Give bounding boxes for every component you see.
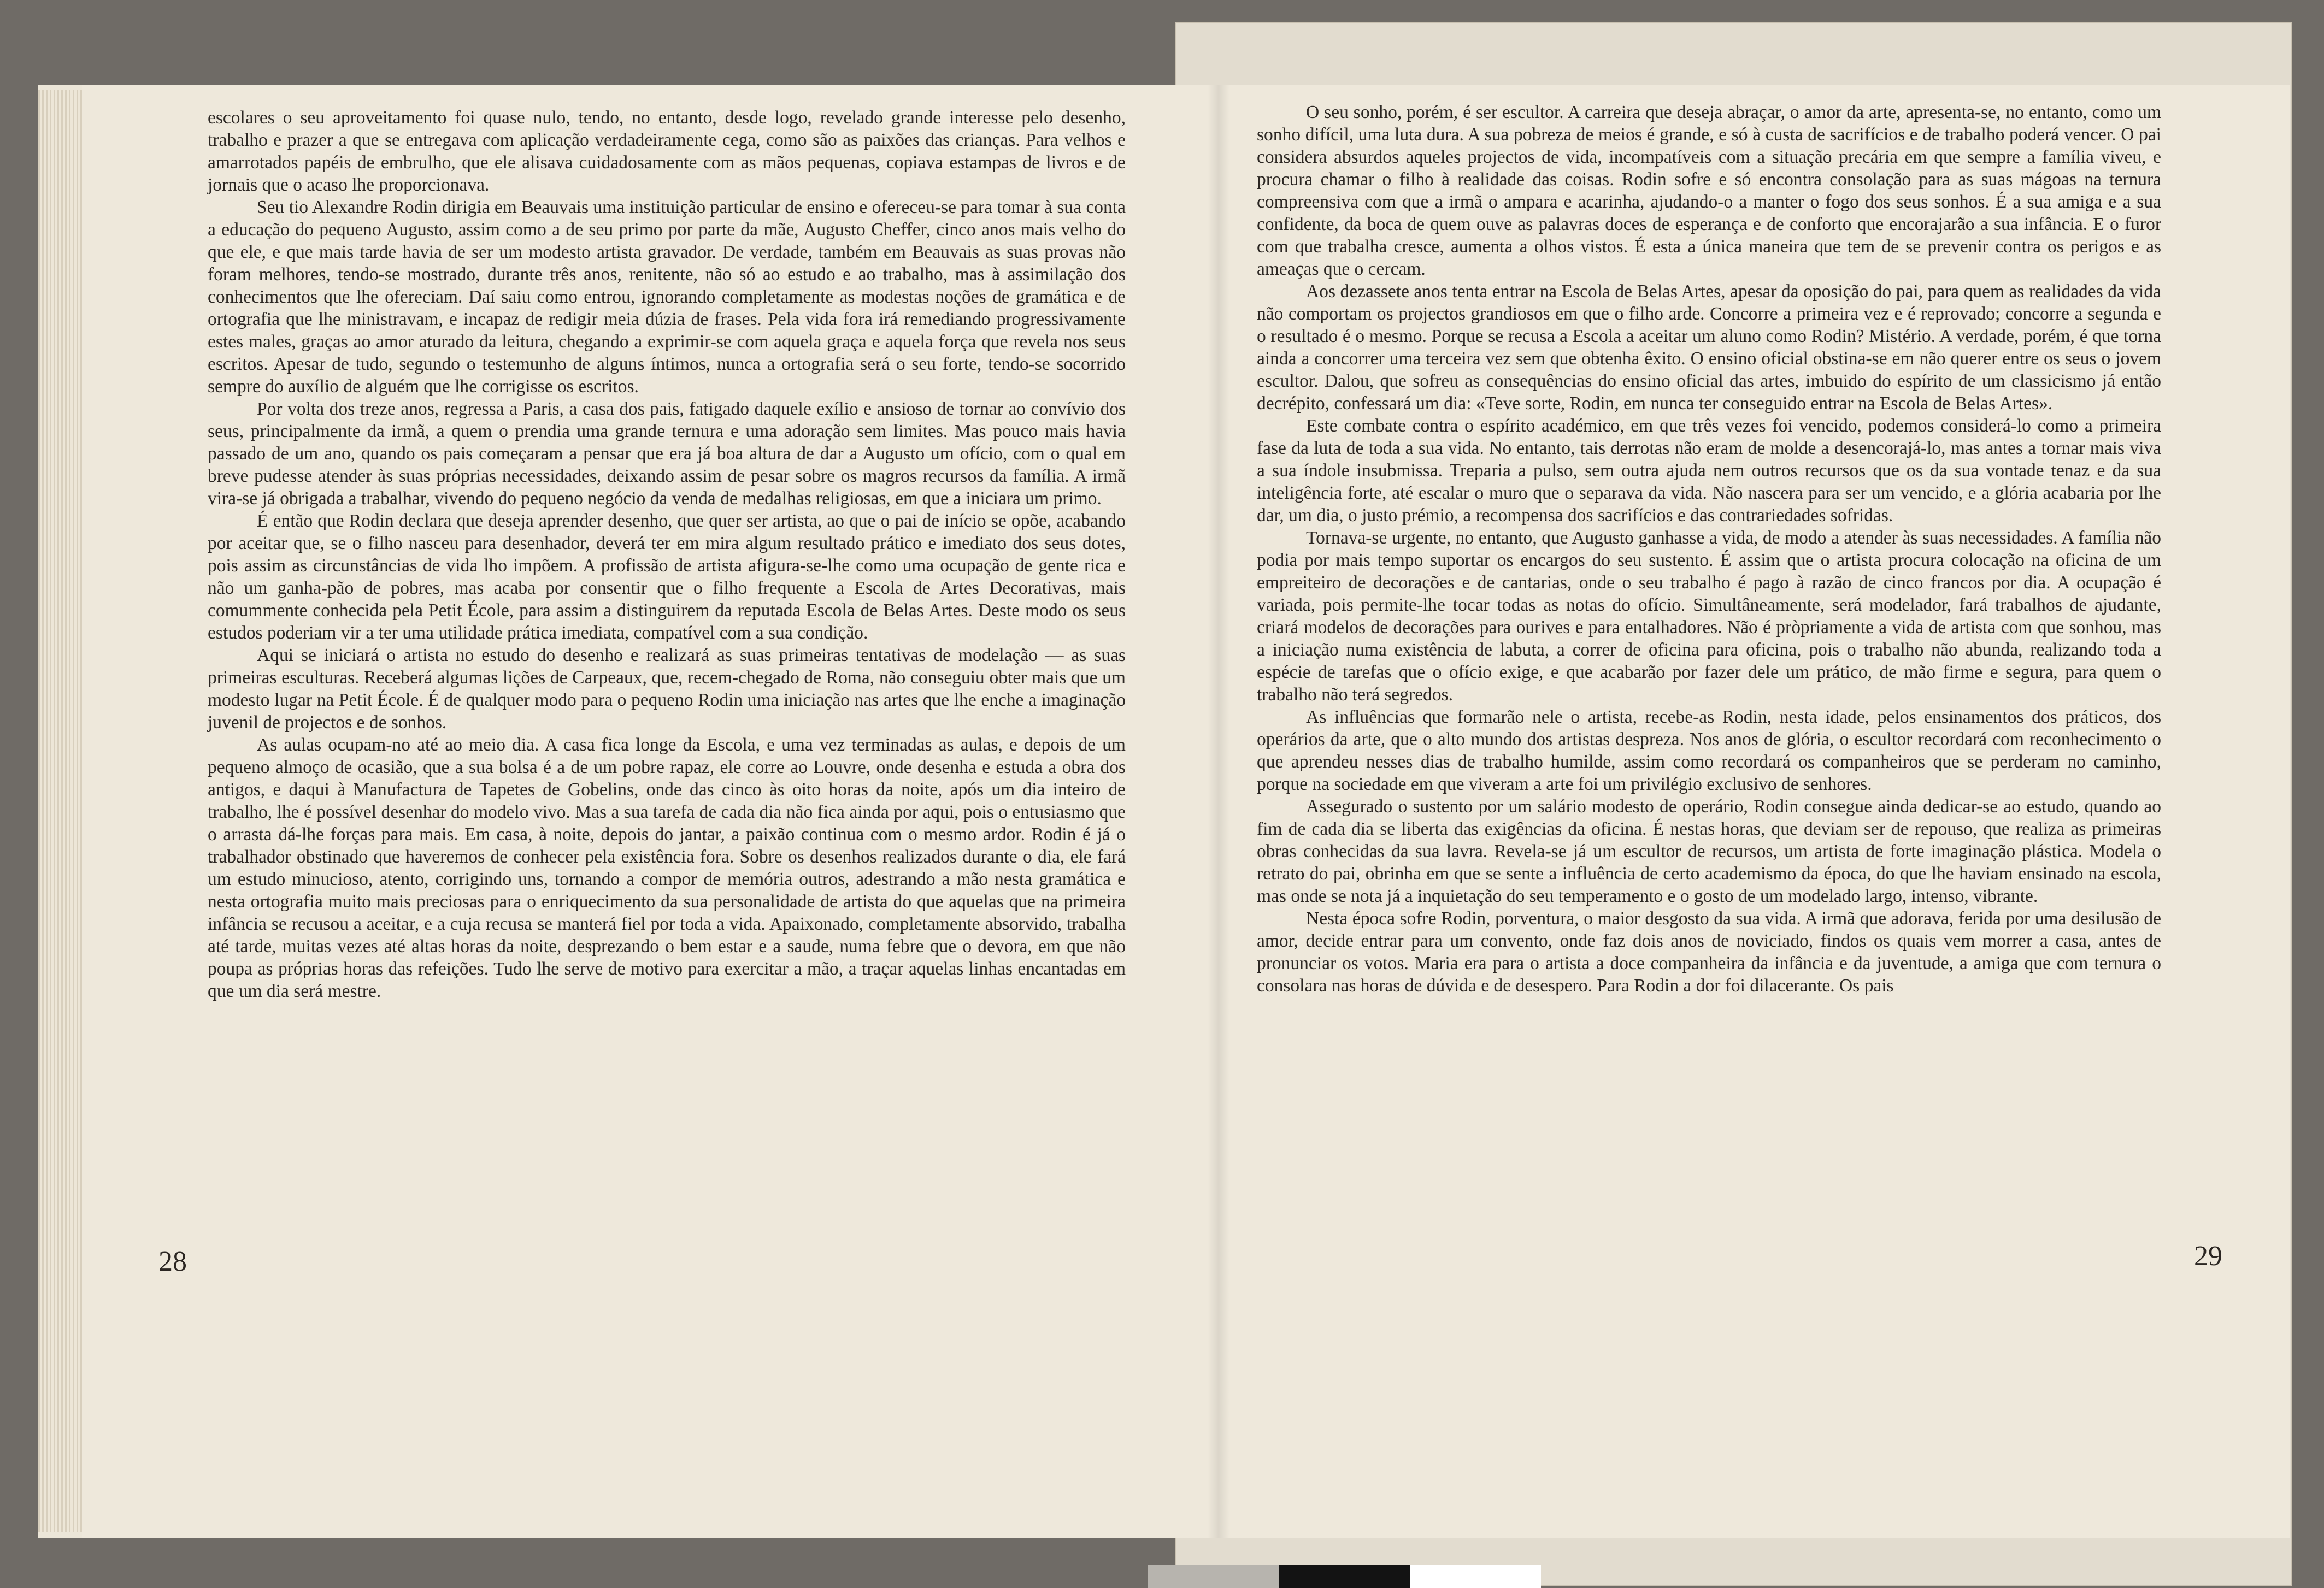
paragraph: O seu sonho, porém, é ser escultor. A carreira que deseja abraçar, o amor da arte, apresenta-se, no entanto, como um sonho difícil, uma luta dura. A sua pobreza de meios é grande, e só à custa de sacrifícios e de trabalho poderá vencer. O pai considera absurdos aqueles projectos de vida, incompatíveis com a situação precária em que sempre a família viveu, e procura chamar o filho à realidade das coisas. Rodin sofre e só encontra consolação para as suas mágoas na ternura compreensiva com que a irmã o ampara e acarinha, ajudando-o a manter o fogo dos seus sonhos. É a sua amiga e a sua confidente, da boca de quem ouve as palavras doces de esperança e de conforto que encorajarão a sua infância. E o furor com que trabalha cresce, aumenta a olhos vistos. É esta a única maneira que tem de se prevenir contra os perigos e as ameaças que o cercam. <box>1257 102 2161 279</box>
paragraph: Por volta dos treze anos, regressa a Paris, a casa dos pais, fatigado daquele exílio e ansioso de tornar ao convívio dos seus, principalmente da irmã, a quem o prendia uma grande ternura e uma adoração sem limites. Mas pouco mais havia passado de um ano, quando os pais começaram a pensar que era já boa altura de dar a Augusto um ofício, com o qual em breve pudesse atender às suas próprias necessidades, deixando assim de pesar sobre os magros recursos da família. A irmã vira-se já obrigada a trabalhar, vivendo do pequeno negócio da venda de medalhas religiosas, em que a iniciara um primo. <box>208 399 1126 509</box>
paragraph: Assegurado o sustento por um salário modesto de operário, Rodin consegue ainda dedicar-se ao estudo, quando ao fim de cada dia se liberta das exigências da oficina. É nestas horas, que deviam ser de repouso, que realiza as primeiras obras conhecidas da sua lavra. Revela-se já um escultor de recursos, um artista de forte imaginação plástica. Modela o retrato do pai, obrinha em que se sente a influência de certo academismo da época, do que lhe haviam ensinado na escola, mas onde se nota já a inquietação do seu temperamento e o gosto de um modelado largo, intenso, vibrante. <box>1257 796 2161 906</box>
paragraph: É então que Rodin declara que deseja aprender desenho, que quer ser artista, ao que o pai de início se opõe, acabando por aceitar que, se o filho nasceu para desenhador, deverá ter em mira algum resultado prático e imediato dos seus dotes, pois assim as circunstâncias de vida lho impõem. A profissão de artista afigura-se-lhe como uma ocupação de gente rica e não um ganha-pão de pobres, mas acaba por consentir que o filho frequente a Escola de Artes Decorativas, mais comummente conhecida pela Petit École, para assim a distinguirem da reputada Escola de Belas Artes. Deste modo os seus estudos poderiam vir a ter uma utilidade prática imediata, compatível com a sua condição. <box>208 511 1126 643</box>
page-number-left: 28 <box>158 1246 187 1277</box>
book-gutter <box>1208 85 1229 1538</box>
paragraph: Seu tio Alexandre Rodin dirigia em Beauvais uma instituição particular de ensino e ofereceu-se para tomar à sua conta a educação do pequeno Augusto, assim como a de seu primo por parte da mãe, Augusto Cheffer, cinco anos mais velho do que ele, e que mais tarde havia de ser um modesto artista gravador. De verdade, também em Beauvais as suas provas não foram melhores, tendo-se mostrado, durante três anos, renitente, não só ao estudo e ao trabalho, mas à assimilação dos conhecimentos que lhe ofereciam. Daí saiu como entrou, ignorando completamente as modestas noções de gramática e de ortografia que lhe ministravam, e incapaz de redigir meia dúzia de frases. Pela vida fora irá remediando progressivamente estes males, graças ao amor aturado da leitura, chegando a exprimir-se com aquela graça e aquela força que revela nos seus escritos. Apesar de tudo, segundo o testemunho de alguns íntimos, nunca a ortografia será o seu forte, tendo-se socorrido sempre do auxílio de alguém que lhe corrigisse os escritos. <box>208 197 1126 397</box>
color-calibration-bar <box>1148 1565 1279 1588</box>
paragraph: Tornava-se urgente, no entanto, que Augusto ganhasse a vida, de modo a atender às suas necessidades. A família não podia por mais tempo suportar os encargos do seu sustento. É assim que o artista procura colocação na oficina de um empreiteiro de decorações e de cantarias, onde o seu trabalho é pago à razão de cinco francos por dia. A ocupação é variada, pois permite-lhe tocar todas as notas do ofício. Simultâneamente, será modelador, fará trabalhos de ajudante, criará modelos de decorações para ourives e para entalhadores. Não é pròpriamente a vida de artista com que sonhou, mas a iniciação numa existência de labuta, a correr de oficina para oficina, pois o trabalho não abunda, realizando toda a espécie de tarefas que o ofício exige, e que acabarão por fazer dele um prático, de mão firme e segura, para quem o trabalho não terá segredos. <box>1257 528 2161 705</box>
paragraph: As aulas ocupam-no até ao meio dia. A casa fica longe da Escola, e uma vez terminadas as aulas, e depois de um pequeno almoço de ocasião, que a sua bolsa é a de um pobre rapaz, ele corre ao Louvre, onde desenha e estuda a obra dos antigos, e daqui à Manufactura de Tapetes de Gobelins, onde das cinco às oito horas da noite, após um dia inteiro de trabalho, lhe é possível desenhar do modelo vivo. Mas a sua tarefa de cada dia não fica ainda por aqui, pois o entusiasmo que o arrasta dá-lhe forças para mais. Em casa, à noite, depois do jantar, a paixão continua com o mesmo ardor. Rodin é já o trabalhador obstinado que haveremos de conhecer pela existência fora. Sobre os desenhos realizados durante o dia, ele fará um estudo minucioso, atento, corrigindo uns, tornando a compor de memória outros, adestrando a mão nesta gramática e nesta ortografia muito mais preciosas para o enriquecimento da sua personalidade de artista do que aquelas que na primeira infância se recusou a aceitar, e a cuja recusa se manterá fiel por toda a vida. Apaixonado, completamente absorvido, trabalha até tarde, muitas vezes até altas horas da noite, desprezando o bem estar e a saude, numa febre que o devora, em que não poupa as próprias horas das refeições. Tudo lhe serve de motivo para exercitar a mão, a traçar aquelas linhas encantadas em que um dia será mestre. <box>208 735 1126 1001</box>
left-page-text <box>208 107 1126 1002</box>
paragraph: Aos dezassete anos tenta entrar na Escola de Belas Artes, apesar da oposição do pai, para quem as realidades da vida não comportam os projectos grandiosos em que o filho arde. Concorre a primeira vez e é reprovado; concorre a segunda e o resultado é o mesmo. Porque se recusa a Escola a aceitar um aluno como Rodin? Mistério. A verdade, porém, é que torna ainda a concorrer uma terceira vez sem que obtenha êxito. O ensino oficial obstina-se em não querer entre os seus o jovem escultor. Dalou, que sofreu as consequências do ensino oficial das artes, imbuido do espírito de um classicismo já então decrépito, confessará um dia: «Teve sorte, Rodin, em nunca ter conseguido entrar na Escola de Belas Artes». <box>1257 281 2161 414</box>
right-page-text <box>1257 101 2161 997</box>
paragraph: Este combate contra o espírito académico, em que três vezes foi vencido, podemos considerá-lo como a primeira fase da luta de toda a sua vida. No entanto, tais derrotas não eram de molde a desencorajá-lo, mas antes a tornar mais viva a sua índole insubmissa. Treparia a pulso, sem outra ajuda nem outros recursos que os da sua vontade tenaz e da sua inteligência forte, até escalar o muro que o separava da vida. Não nascera para ser um vencido, e a glória acabaria por lhe dar, um dia, o justo prémio, a recompensa dos sacrifícios e das contrariedades sofridas. <box>1257 416 2161 526</box>
paragraph: escolares o seu aproveitamento foi quase nulo, tendo, no entanto, desde logo, revelado grande interesse pelo desenho, trabalho e prazer a que se entregava com aplicação verdadeiramente cega, como são as paixões das crianças. Para velhos e amarrotados papéis de embrulho, que ele alisava cuidadosamente com as mãos pequenas, copiava estampas de livros e de jornais que o acaso lhe proporcionava. <box>208 108 1126 195</box>
paragraph: As influências que formarão nele o artista, recebe-as Rodin, nesta idade, pelos ensinamentos dos práticos, dos operários da arte, que o alto mundo dos artistas despreza. Nos anos de glória, o escultor recordará com reconhecimento o que aprendeu nesses dias de trabalho humilde, assim como recordará os companheiros que se perderam no caminho, porque na sociedade em que viveram a arte foi um privilégio exclusivo de senhores. <box>1257 707 2161 794</box>
page-number-right: 29 <box>2194 1241 2222 1272</box>
color-calibration-bar <box>1279 1565 1410 1588</box>
color-calibration-bar <box>1410 1565 1541 1588</box>
page-edges <box>38 90 82 1532</box>
paragraph: Nesta época sofre Rodin, porventura, o maior desgosto da sua vida. A irmã que adorava, ferida por uma desilusão de amor, decide entrar para um convento, onde faz dois anos de noviciado, findos os quais vem morrer a casa, antes de pronunciar os votos. Maria era para o artista a doce companheira da infância e da juventude, a amiga que com ternura o consolara nas horas de dúvida e de desespero. Para Rodin a dor foi dilacerante. Os pais <box>1257 908 2161 996</box>
paragraph: Aqui se iniciará o artista no estudo do desenho e realizará as suas primeiras tentativas de modelação — as suas primeiras esculturas. Receberá algumas lições de Carpeaux, que, recem-chegado de Roma, não conseguiu obter mais que um modesto lugar na Petit École. É de qualquer modo para o pequeno Rodin uma iniciação nas artes que lhe enche a imaginação juvenil de projectos e de sonhos. <box>208 645 1126 733</box>
